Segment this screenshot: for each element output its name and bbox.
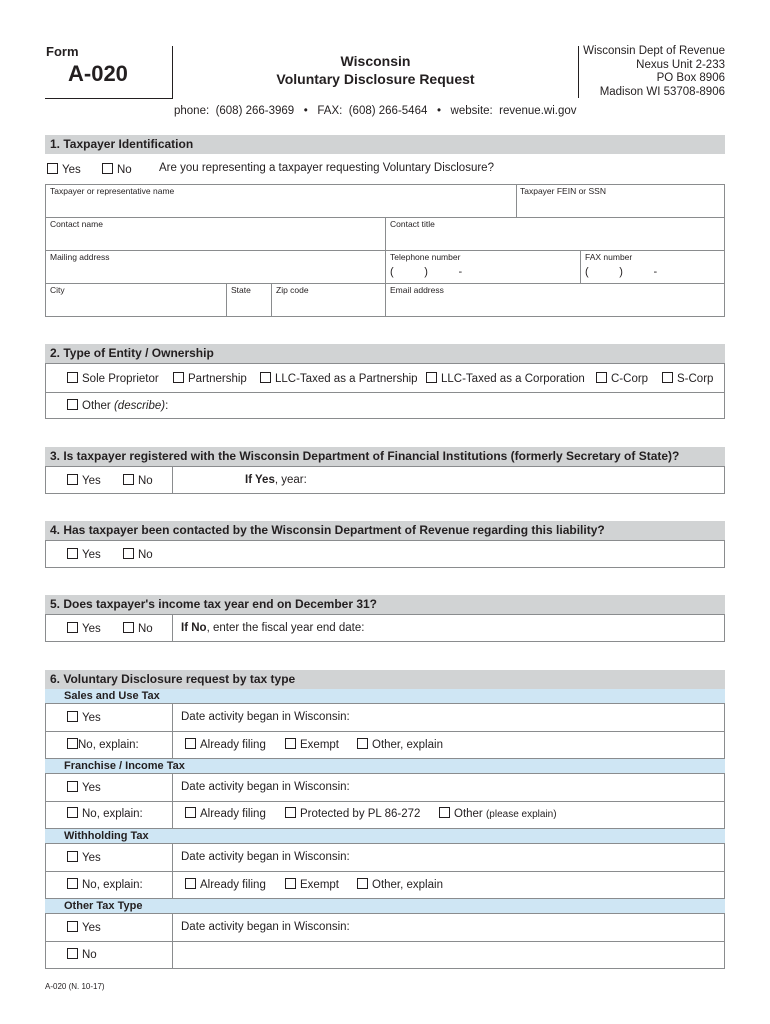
zip-field[interactable]: Zip code [276,285,309,295]
checkbox[interactable] [662,372,673,383]
taxpayer-name-field[interactable]: Taxpayer or representative name [50,186,175,196]
checkbox[interactable] [185,878,196,889]
withholding-yes-option[interactable]: Yes [67,851,101,864]
telephone-field[interactable]: Telephone number [390,252,461,262]
header-divider-right [578,46,579,98]
checkbox[interactable] [67,474,78,485]
grid-line [226,283,227,317]
checkbox[interactable] [67,622,78,633]
form-number: A-020 [68,61,128,86]
contact-line: phone: (608) 266-3969 • FAX: (608) 266-5464 • website: revenue.wi.gov [174,105,577,117]
grid-line [385,217,386,317]
other-tax-type-header: Other Tax Type [45,899,725,913]
checkbox[interactable] [67,738,78,749]
fax-field[interactable]: FAX number [585,252,633,262]
sales-date-began[interactable]: Date activity began in Wisconsin: [181,711,350,723]
dfi-yes-option[interactable]: Yes [67,474,101,487]
contact-name-field[interactable]: Contact name [50,219,103,229]
other-tax-date-began[interactable]: Date activity began in Wisconsin: [181,921,350,933]
other-tax-no-option[interactable]: No [67,948,97,961]
section-1-title: 1. Taxpayer Identification [45,135,725,154]
grid-line [172,703,173,759]
entity-sole-proprietor[interactable]: Sole Proprietor [67,372,159,385]
mailing-address-field[interactable]: Mailing address [50,252,110,262]
grid-line [580,250,581,283]
header-underline [45,98,173,99]
entity-llc-partnership[interactable]: LLC-Taxed as a Partnership [260,372,418,385]
mailing-address-block [583,45,725,99]
withholding-other[interactable]: Other, explain [357,878,443,891]
checkbox[interactable] [426,372,437,383]
sales-use-tax-header: Sales and Use Tax [45,689,725,703]
yearend-no-option[interactable]: No [123,622,153,635]
state-field[interactable]: State [231,285,251,295]
grid-line [516,184,517,217]
checkbox[interactable] [285,807,296,818]
withholding-no-option[interactable]: No, explain: [67,878,143,891]
franchise-date-began[interactable]: Date activity began in Wisconsin: [181,781,350,793]
checkbox[interactable] [67,921,78,932]
checkbox[interactable] [67,948,78,959]
section-6-title: 6. Voluntary Disclosure request by tax type [45,670,725,689]
grid-line [45,941,725,942]
dfi-year-field[interactable]: If Yes, year: [245,474,307,486]
dfi-no-option[interactable]: No [123,474,153,487]
checkbox[interactable] [185,807,196,818]
form-revision-footer: A-020 (N. 10-17) [45,982,105,991]
grid-line [45,801,725,802]
grid-line [271,283,272,317]
checkbox[interactable] [102,163,113,174]
franchise-already-filing[interactable]: Already filing [185,807,266,820]
form-label: Form [46,44,79,59]
section-5-title: 5. Does taxpayer's income tax year end on December 31? [45,595,725,614]
entity-llc-corporation[interactable]: LLC-Taxed as a Corporation [426,372,585,385]
sales-no-option[interactable]: No, explain: [67,738,139,751]
entity-c-corp[interactable]: C-Corp [596,372,648,385]
fiscal-yearend-field[interactable]: If No, enter the fiscal year end date: [181,622,365,634]
checkbox[interactable] [123,622,134,633]
withholding-tax-header: Withholding Tax [45,829,725,843]
sales-yes-option[interactable]: Yes [67,711,101,724]
franchise-protected-pl86272[interactable]: Protected by PL 86-272 [285,807,420,820]
title-line1: Wisconsin [340,53,411,69]
fax-mask: ( ) - [585,266,658,278]
franchise-other[interactable]: Other (please explain) [439,807,557,820]
checkbox[interactable] [285,878,296,889]
grid-line [172,773,173,829]
yearend-yes-option[interactable]: Yes [67,622,101,635]
grid-line [172,843,173,899]
title-line2: Voluntary Disclosure Request [276,71,475,87]
section-2-title: 2. Type of Entity / Ownership [45,344,725,363]
checkbox[interactable] [67,851,78,862]
checkbox[interactable] [357,738,368,749]
checkbox[interactable] [185,738,196,749]
grid-line [172,913,173,969]
email-field[interactable]: Email address [390,285,444,295]
checkbox[interactable] [123,474,134,485]
sales-other[interactable]: Other, explain [357,738,443,751]
entity-partnership[interactable]: Partnership [173,372,247,385]
grid-line [172,466,173,494]
franchise-income-tax-header: Franchise / Income Tax [45,759,725,773]
rep-no-option[interactable]: No [102,163,132,176]
checkbox[interactable] [67,399,78,410]
contacted-yes-option[interactable]: Yes [67,548,101,561]
checkbox[interactable] [596,372,607,383]
representative-question: Are you representing a taxpayer requesting Voluntary Disclosure? [159,162,494,174]
checkbox[interactable] [173,372,184,383]
address-line: Madison WI 53708-8906 [599,85,725,98]
sales-exempt[interactable]: Exempt [285,738,339,751]
fein-field[interactable]: Taxpayer FEIN or SSN [520,186,606,196]
checkbox[interactable] [67,878,78,889]
telephone-mask: ( ) - [390,266,463,278]
checkbox[interactable] [67,711,78,722]
grid-line [45,871,725,872]
withholding-date-began[interactable]: Date activity began in Wisconsin: [181,851,350,863]
other-tax-yes-option[interactable]: Yes [67,921,101,934]
address-line: Wisconsin Dept of Revenue [583,45,725,57]
section-4-title: 4. Has taxpayer been contacted by the Wisconsin Department of Revenue regarding this liability? [45,521,725,540]
checkbox[interactable] [47,163,58,174]
contact-title-field[interactable]: Contact title [390,219,435,229]
withholding-exempt[interactable]: Exempt [285,878,339,891]
grid-line [172,614,173,642]
checkbox[interactable] [260,372,271,383]
entity-s-corp[interactable]: S-Corp [662,372,713,385]
checkbox[interactable] [357,878,368,889]
contacted-no-option[interactable]: No [123,548,153,561]
franchise-no-option[interactable]: No, explain: [67,807,143,820]
checkbox[interactable] [67,781,78,792]
withholding-already-filing[interactable]: Already filing [185,878,266,891]
checkbox[interactable] [67,548,78,559]
section-3-title: 3. Is taxpayer registered with the Wisconsin Department of Financial Institutions (formerly Secretary of State)? [45,447,725,466]
address-line: Nexus Unit 2-233 [636,58,725,71]
checkbox[interactable] [67,807,78,818]
franchise-yes-option[interactable]: Yes [67,781,101,794]
city-field[interactable]: City [50,285,65,295]
checkbox[interactable] [439,807,450,818]
checkbox[interactable] [67,372,78,383]
address-line: PO Box 8906 [656,72,725,84]
grid-line [45,392,725,393]
rep-yes-option[interactable]: Yes [47,163,81,176]
grid-line [45,731,725,732]
entity-other[interactable]: Other (describe): [67,399,168,412]
sales-already-filing[interactable]: Already filing [185,738,266,751]
checkbox[interactable] [123,548,134,559]
checkbox[interactable] [285,738,296,749]
